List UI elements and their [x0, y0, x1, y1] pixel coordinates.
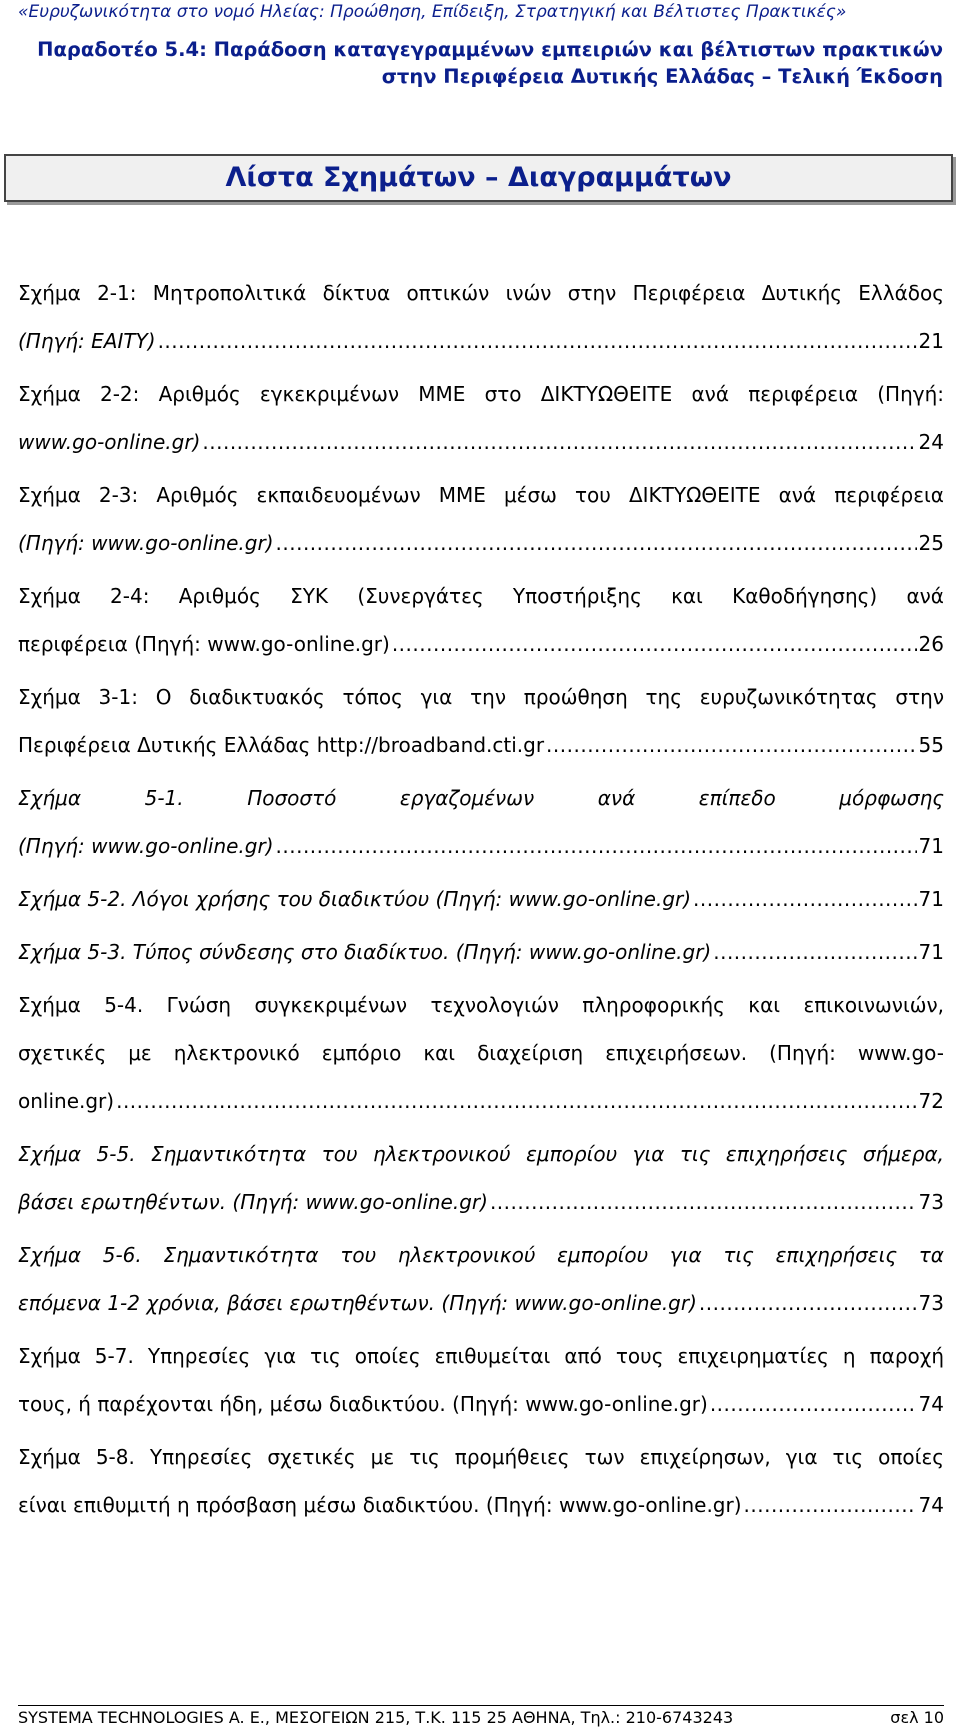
figure-entry[interactable] — [18, 928, 944, 976]
figure-entry[interactable] — [18, 471, 944, 567]
entry-text: Σχήμα 5-7. Υπηρεσίες για τις οποίες επιθυμείται από τους επιχειρηματίες η παροχή — [18, 1344, 944, 1368]
entry-text: Σχήμα 3-1: Ο διαδικτυακός τόπος για την προώθηση της ευρυζωνικότητας στην — [18, 685, 944, 709]
dot-leader — [699, 1279, 917, 1327]
figure-entry[interactable] — [18, 1231, 944, 1327]
figure-entry[interactable] — [18, 673, 944, 769]
page-number: 26 — [918, 632, 944, 656]
entry-text: Σχήμα 5-4. Γνώση συγκεκριμένων τεχνολογιών πληροφορικής και επικοινωνιών, — [18, 993, 944, 1017]
company-info: SYSTEMA TECHNOLOGIES A. E., ΜΕΣΟΓΕΙΩΝ 215, Τ.Κ. 115 25 ΑΘΗΝΑ, Τηλ.: 210-6743243 — [18, 1708, 734, 1727]
figure-entry[interactable] — [18, 981, 944, 1125]
dot-leader — [158, 317, 917, 365]
figure-entry[interactable] — [18, 269, 944, 365]
page-number: 72 — [918, 1089, 944, 1113]
dot-leader — [713, 928, 916, 976]
entry-text: Σχήμα 5-6. Σημαντικότητα του ηλεκτρονικού εμπορίου για τις επιχηρήσεις τα — [18, 1243, 944, 1267]
figure-entry[interactable] — [18, 1332, 944, 1428]
dot-leader — [276, 519, 917, 567]
document-title-line-2: στην Περιφέρεια Δυτικής Ελλάδας – Τελική Έκδοση — [381, 65, 943, 88]
entry-text: Σχήμα 2-4: Αριθμός ΣΥΚ (Συνεργάτες Υποστήριξης και Καθοδήγησης) ανά — [18, 584, 944, 608]
entry-text: βάσει ερωτηθέντων. (Πηγή: www.go-online.gr) — [18, 1190, 488, 1214]
dot-leader — [490, 1178, 917, 1226]
figure-entry[interactable] — [18, 1130, 944, 1226]
entry-text: σχετικές με ηλεκτρονικό εμπόριο και διαχείριση επιχειρήσεων. (Πηγή: www.go- — [18, 1041, 944, 1065]
document-title — [18, 36, 943, 90]
section-title-box — [4, 154, 953, 202]
entry-text: Περιφέρεια Δυτικής Ελλάδας http://broadband.cti.gr — [18, 733, 545, 757]
document-subtitle: «Ευρυζωνικότητα στο νομό Ηλείας: Προώθηση, Επίδειξη, Στρατηγική και Βέλτιστες Πρακτικές» — [18, 2, 847, 22]
dot-leader — [546, 721, 917, 769]
dot-leader — [710, 1380, 917, 1428]
figure-entry[interactable] — [18, 572, 944, 668]
entry-text: www.go-online.gr) — [18, 430, 201, 454]
page-number: 55 — [918, 733, 944, 757]
entry-text: τους, ή παρέχονται ήδη, μέσω διαδικτύου. (Πηγή: www.go-online.gr) — [18, 1392, 708, 1416]
entry-text: Σχήμα 5-8. Υπηρεσίες σχετικές με τις προμήθειες των επιχείρησων, για τις οποίες — [18, 1445, 944, 1469]
dot-leader — [116, 1077, 916, 1125]
page-number: 73 — [918, 1291, 944, 1315]
section-title: Λίστα Σχημάτων – Διαγραμμάτων — [225, 162, 732, 193]
dot-leader — [744, 1481, 917, 1529]
page-footer — [18, 1705, 944, 1727]
page-number: 71 — [918, 940, 944, 964]
entry-text: περιφέρεια (Πηγή: www.go-online.gr) — [18, 632, 390, 656]
page-number: 21 — [918, 329, 944, 353]
dot-leader — [392, 620, 917, 668]
figure-entry[interactable] — [18, 370, 944, 466]
figure-entry[interactable] — [18, 774, 944, 870]
entry-text: online.gr) — [18, 1089, 115, 1113]
entry-text: (Πηγή: www.go-online.gr) — [18, 531, 274, 555]
entry-text: Σχήμα 2-2: Αριθμός εγκεκριμένων ΜΜΕ στο ΔΙΚΤΥΩΘΕΙΤΕ ανά περιφέρεια (Πηγή: — [18, 382, 944, 406]
page-number: 74 — [918, 1392, 944, 1416]
page-number: 71 — [918, 887, 944, 911]
dot-leader — [693, 875, 917, 923]
entry-text: Σχήμα 5-1. Ποσοστό εργαζομένων ανά επίπεδο μόρφωσης — [18, 786, 944, 810]
page-number: 74 — [918, 1493, 944, 1517]
page-number: 73 — [918, 1190, 944, 1214]
page-number: 24 — [918, 430, 944, 454]
dot-leader — [276, 822, 917, 870]
page-number-label: σελ 10 — [890, 1708, 944, 1727]
page-number: 71 — [918, 834, 944, 858]
entry-text: (Πηγή: ΕΑΙΤΥ) — [18, 329, 156, 353]
entry-text: (Πηγή: www.go-online.gr) — [18, 834, 274, 858]
entry-text: επόμενα 1-2 χρόνια, βάσει ερωτηθέντων. (Πηγή: www.go-online.gr) — [18, 1291, 697, 1315]
entry-text: Σχήμα 5-2. Λόγοι χρήσης του διαδικτύου (Πηγή: www.go-online.gr) — [18, 887, 692, 911]
figure-list — [18, 269, 944, 1529]
dot-leader — [202, 418, 916, 466]
figure-entry[interactable] — [18, 1433, 944, 1529]
entry-text: Σχήμα 2-3: Αριθμός εκπαιδευομένων ΜΜΕ μέσω του ΔΙΚΤΥΩΘΕΙΤΕ ανά περιφέρεια — [18, 483, 944, 507]
entry-text: είναι επιθυμιτή η πρόσβαση μέσω διαδικτύου. (Πηγή: www.go-online.gr) — [18, 1493, 742, 1517]
entry-text: Σχήμα 2-1: Μητροπολιτικά δίκτυα οπτικών ινών στην Περιφέρεια Δυτικής Ελλάδος — [18, 281, 944, 305]
entry-text: Σχήμα 5-3. Τύπος σύνδεσης στο διαδίκτυο. (Πηγή: www.go-online.gr) — [18, 940, 712, 964]
figure-entry[interactable] — [18, 875, 944, 923]
document-title-line-1: Παραδοτέο 5.4: Παράδοση καταγεγραμμένων εμπειριών και βέλτιστων πρακτικών — [37, 38, 943, 61]
page-number: 25 — [918, 531, 944, 555]
entry-text: Σχήμα 5-5. Σημαντικότητα του ηλεκτρονικού εμπορίου για τις επιχηρήσεις σήμερα, — [18, 1142, 944, 1166]
